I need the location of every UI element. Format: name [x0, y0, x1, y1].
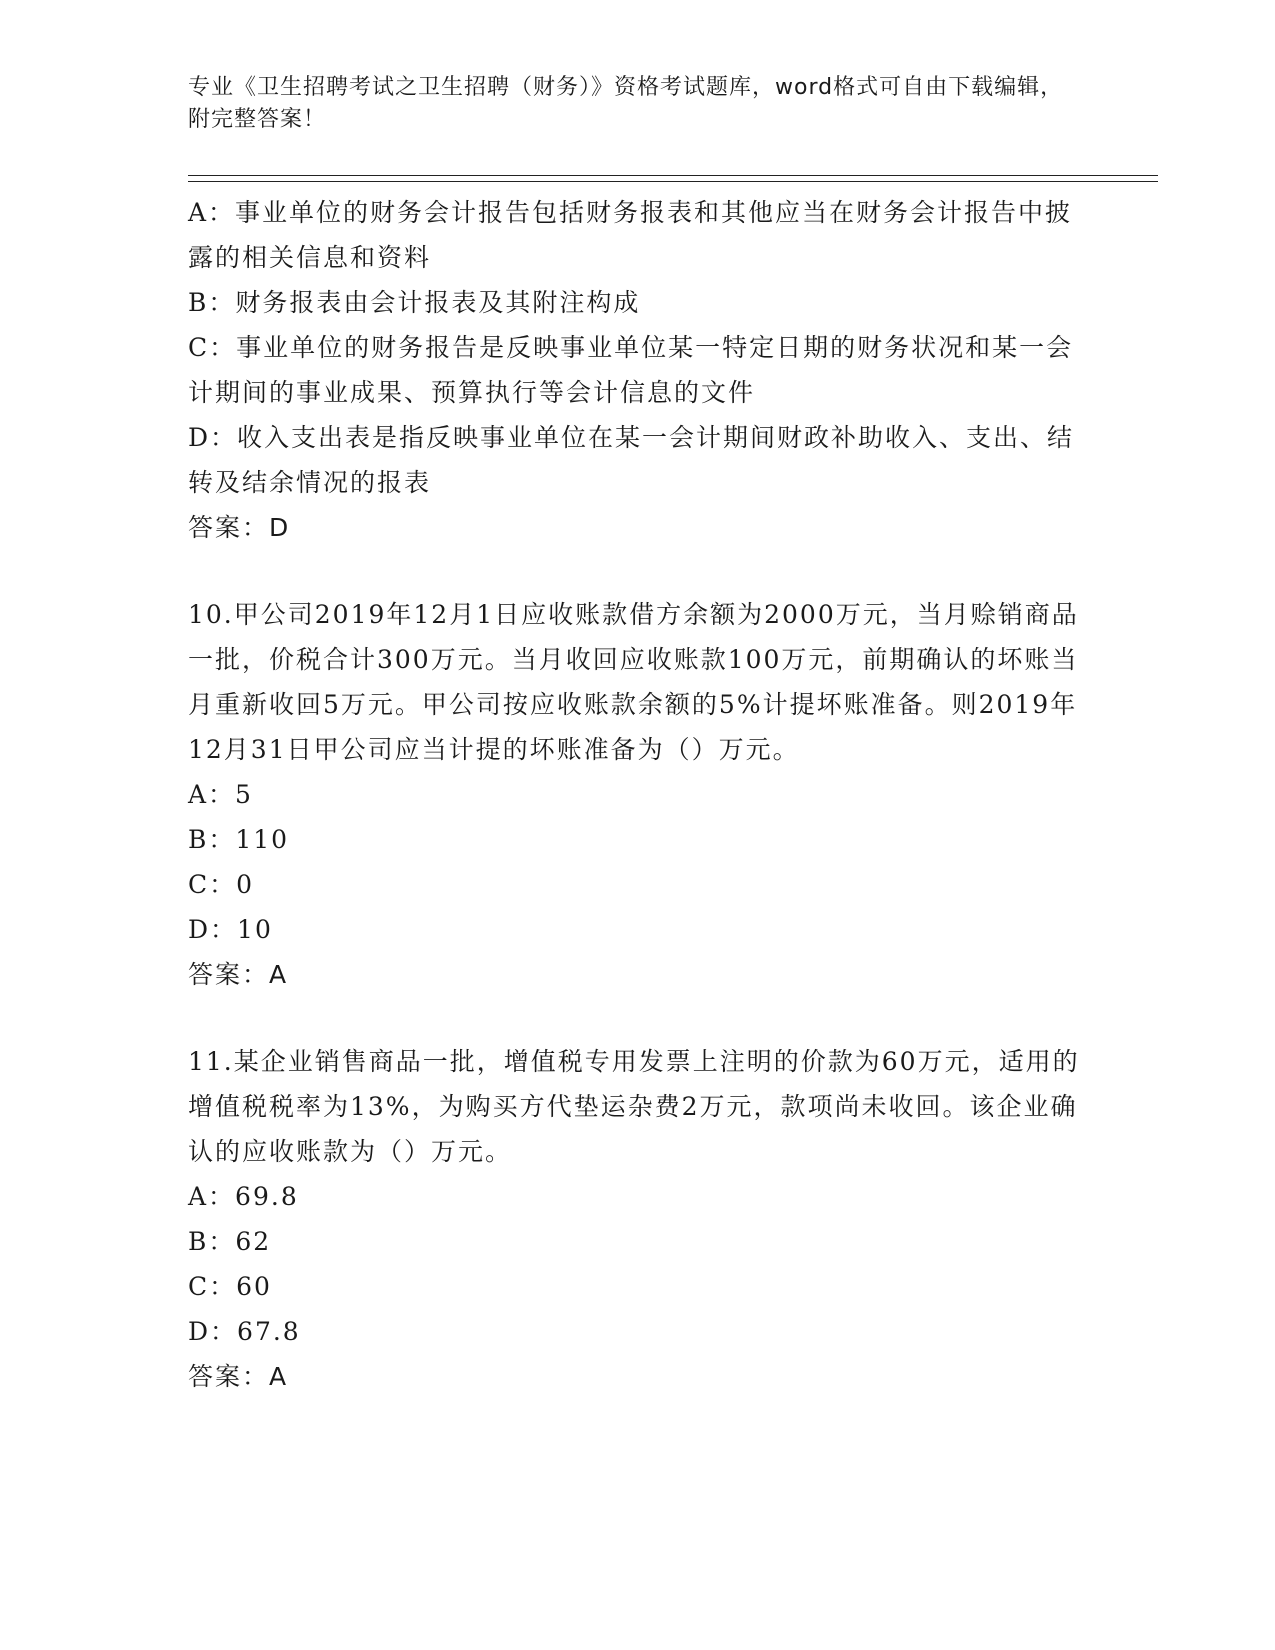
option-a: A：事业单位的财务会计报告包括财务报表和其他应当在财务会计报告中披露的相关信息和资料: [188, 198, 1073, 272]
document-header-intro: 专业《卫生招聘考试之卫生招聘（财务）》资格考试题库，word格式可自由下载编辑，附完整答案！: [188, 75, 1064, 132]
option-a: A：5: [188, 780, 253, 809]
option-d: D：收入支出表是指反映事业单位在某一会计期间财政补助收入、支出、结转及结余情况的报表: [188, 423, 1075, 497]
option-b: B：财务报表由会计报表及其附注构成: [188, 288, 641, 317]
question-block: [188, 592, 1088, 997]
option-d: D：67.8: [188, 1317, 301, 1346]
question-text: 10.甲公司2019年12月1日应收账款借方余额为2000万元，当月赊销商品一批，价税合计300万元。当月收回应收账款100万元，前期确认的坏账当月重新收回5万元。甲公司按应收账款余额的5%计提坏账准备。则2019年12月31日甲公司应当计提的坏账准备为（）万元。: [188, 600, 1079, 764]
answer-line: 答案：A: [188, 960, 289, 989]
header-divider: [188, 175, 1158, 182]
option-b: B：62: [188, 1227, 272, 1256]
option-b: B：110: [188, 825, 290, 854]
spacer: [188, 550, 1088, 592]
question-text: 11.某企业销售商品一批，增值税专用发票上注明的价款为60万元，适用的增值税税率为13%，为购买方代垫运杂费2万元，款项尚未收回。该企业确认的应收账款为（）万元。: [188, 1047, 1080, 1166]
question-block: [188, 1039, 1088, 1399]
spacer: [188, 997, 1088, 1039]
option-d: D：10: [188, 915, 273, 944]
answer-line: 答案：A: [188, 1362, 289, 1391]
option-c: C：事业单位的财务报告是反映事业单位某一特定日期的财务状况和某一会计期间的事业成果、预算执行等会计信息的文件: [188, 333, 1074, 407]
option-c: C：0: [188, 870, 255, 899]
answer-line: 答案：D: [188, 513, 291, 542]
option-c: C：60: [188, 1272, 272, 1301]
question-content: [188, 190, 1088, 1399]
option-a: A：69.8: [188, 1182, 299, 1211]
question-block: [188, 190, 1088, 550]
